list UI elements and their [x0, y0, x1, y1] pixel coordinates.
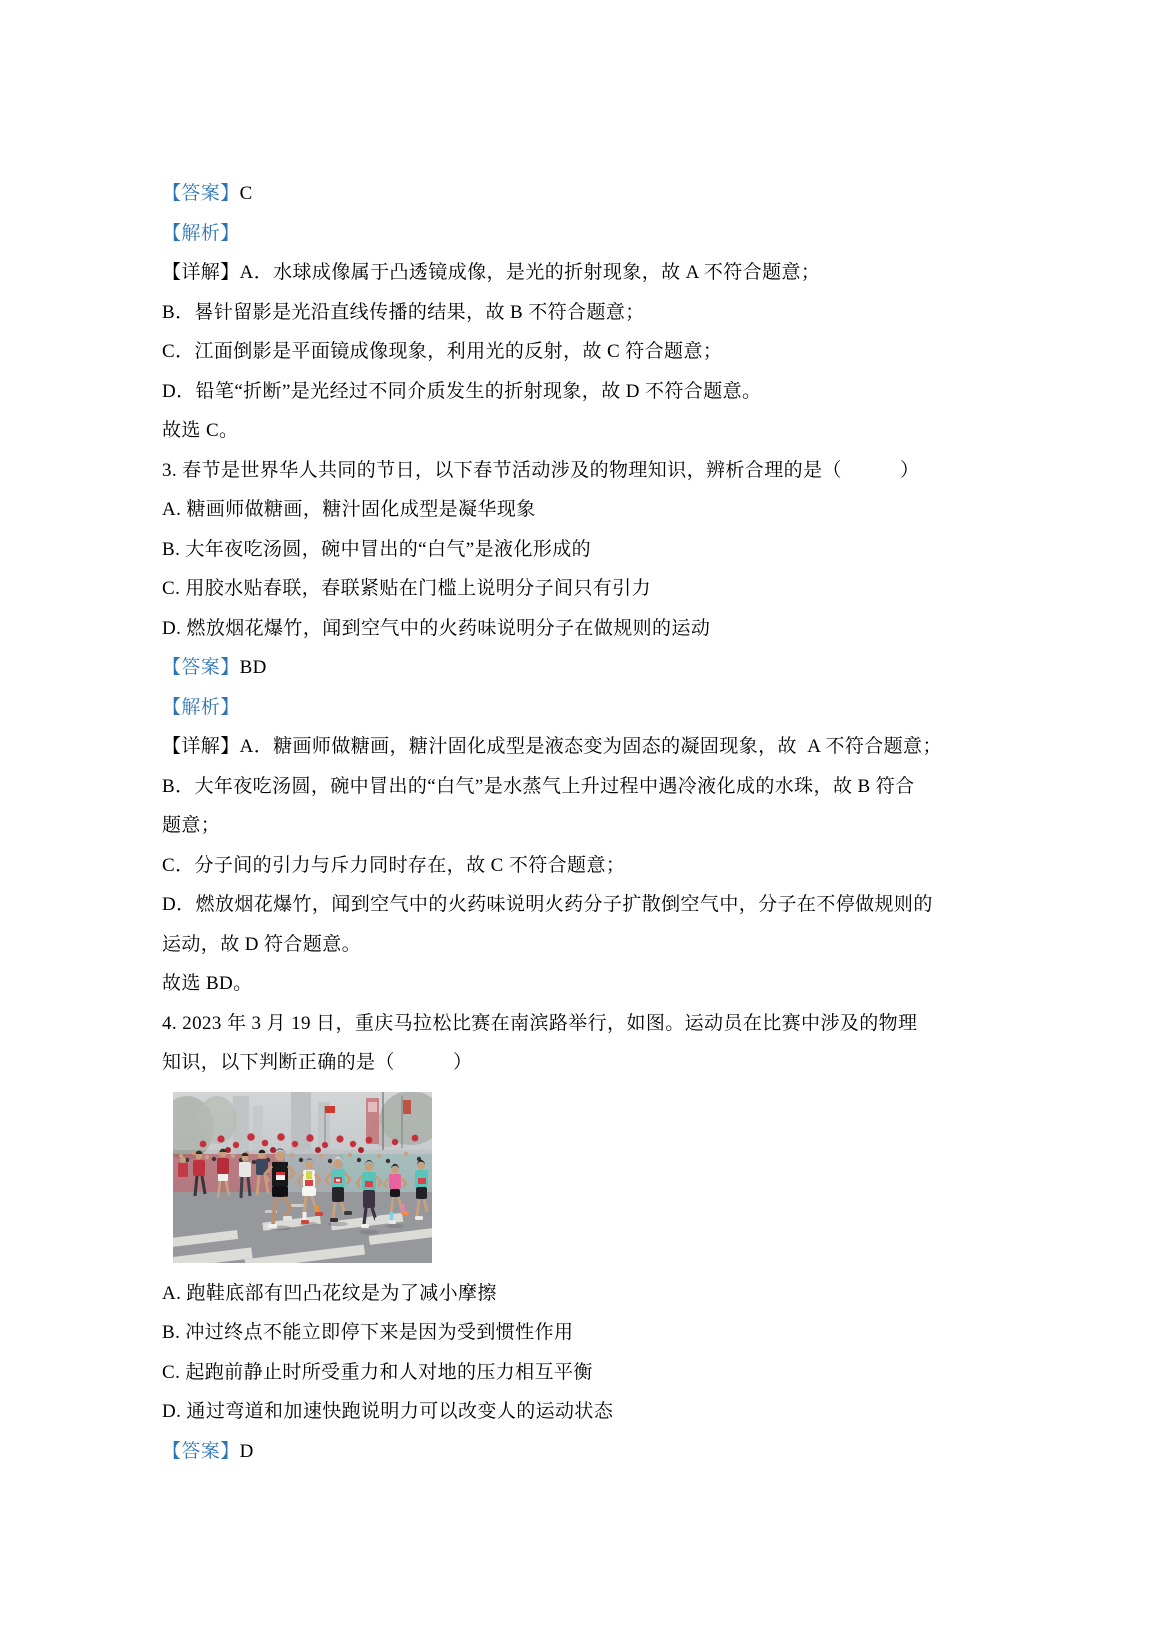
conclusion-line-q3: 故选 BD。 — [162, 973, 253, 994]
question-3-option-a: A. 糖画师做糖画，糖汁固化成型是凝华现象 — [162, 499, 536, 520]
answer-value: D — [239, 1440, 254, 1462]
question-4-option-c: C. 起跑前静止时所受重力和人对地的压力相互平衡 — [162, 1361, 593, 1383]
question-4-option-d: D. 通过弯道和加速快跑说明力可以改变人的运动状态 — [162, 1401, 614, 1422]
question-4-stem-wrap: 知识，以下判断正确的是（ ） — [162, 1052, 473, 1073]
question-3-option-c: C. 用胶水贴春联，春联紧贴在门槛上说明分子间只有引力 — [162, 578, 651, 599]
explanation-line-q3-a: 【详解】A．糖画师做糖画，糖汁固化成型是液态变为固态的凝固现象，故 A 不符合题意； — [162, 736, 942, 757]
analysis-label: 【解析】 — [162, 222, 240, 244]
answer-label: 【答案】 — [162, 657, 240, 678]
answer-label: 【答案】 — [162, 1440, 240, 1462]
question-4-option-a: A. 跑鞋底部有凹凸花纹是为了减小摩擦 — [162, 1282, 497, 1304]
question-4-option-b: B. 冲过终点不能立即停下来是因为受到惯性作用 — [162, 1322, 574, 1343]
analysis-label-q2 — [162, 214, 1008, 254]
conclusion-line-q2: 故选 C。 — [162, 420, 239, 441]
question-3-stem: 3. 春节是世界华人共同的节日，以下春节活动涉及的物理知识，辨析合理的是（ ） — [162, 459, 920, 481]
question-3-option-d: D. 燃放烟花爆竹，闻到空气中的火药味说明分子在做规则的运动 — [162, 617, 711, 639]
marathon-photo — [173, 1092, 432, 1263]
answer-value: BD — [239, 657, 267, 678]
question-4-stem: 4. 2023 年 3 月 19 日，重庆马拉松比赛在南滨路举行，如图。运动员在比赛中涉及的物理 — [162, 1012, 918, 1034]
question-3-option-b: B. 大年夜吃汤圆，碗中冒出的“白气”是液化形成的 — [162, 538, 592, 560]
marathon-photo-figure — [173, 1092, 432, 1263]
explanation-line-q2-b: B．晷针留影是光沿直线传播的结果，故 B 不符合题意； — [162, 301, 645, 323]
explanation-line-q3-c: C．分子间的引力与斥力同时存在，故 C 不符合题意； — [162, 854, 626, 876]
explanation-line-q2-a: 【详解】A．水球成像属于凸透镜成像，是光的折射现象，故 A 不符合题意； — [162, 262, 821, 283]
answer-line-q2 — [162, 174, 1008, 214]
explanation-line-q2-c: C．江面倒影是平面镜成像现象，利用光的反射，故 C 符合题意； — [162, 341, 723, 362]
explanation-line-q3-d-wrap: 运动，故 D 符合题意。 — [162, 933, 362, 955]
answer-label: 【答案】 — [162, 183, 240, 204]
answer-line-q3 — [162, 648, 1008, 688]
explanation-line-q2-d: D．铅笔“折断”是光经过不同介质发生的折射现象，故 D 不符合题意。 — [162, 380, 762, 402]
analysis-label-q3 — [162, 688, 1008, 728]
answer-line-q4 — [162, 1432, 1008, 1472]
explanation-line-q3-b-wrap: 题意； — [162, 815, 221, 836]
analysis-label: 【解析】 — [162, 696, 240, 718]
explanation-line-q3-d: D．燃放烟花爆竹，闻到空气中的火药味说明火药分子扩散倒空气中，分子在不停做规则的 — [162, 894, 933, 915]
explanation-line-q3-b: B．大年夜吃汤圆，碗中冒出的“白气”是水蒸气上升过程中遇冷液化成的水珠，故 B 符合 — [162, 775, 915, 797]
answer-value: C — [239, 183, 253, 204]
